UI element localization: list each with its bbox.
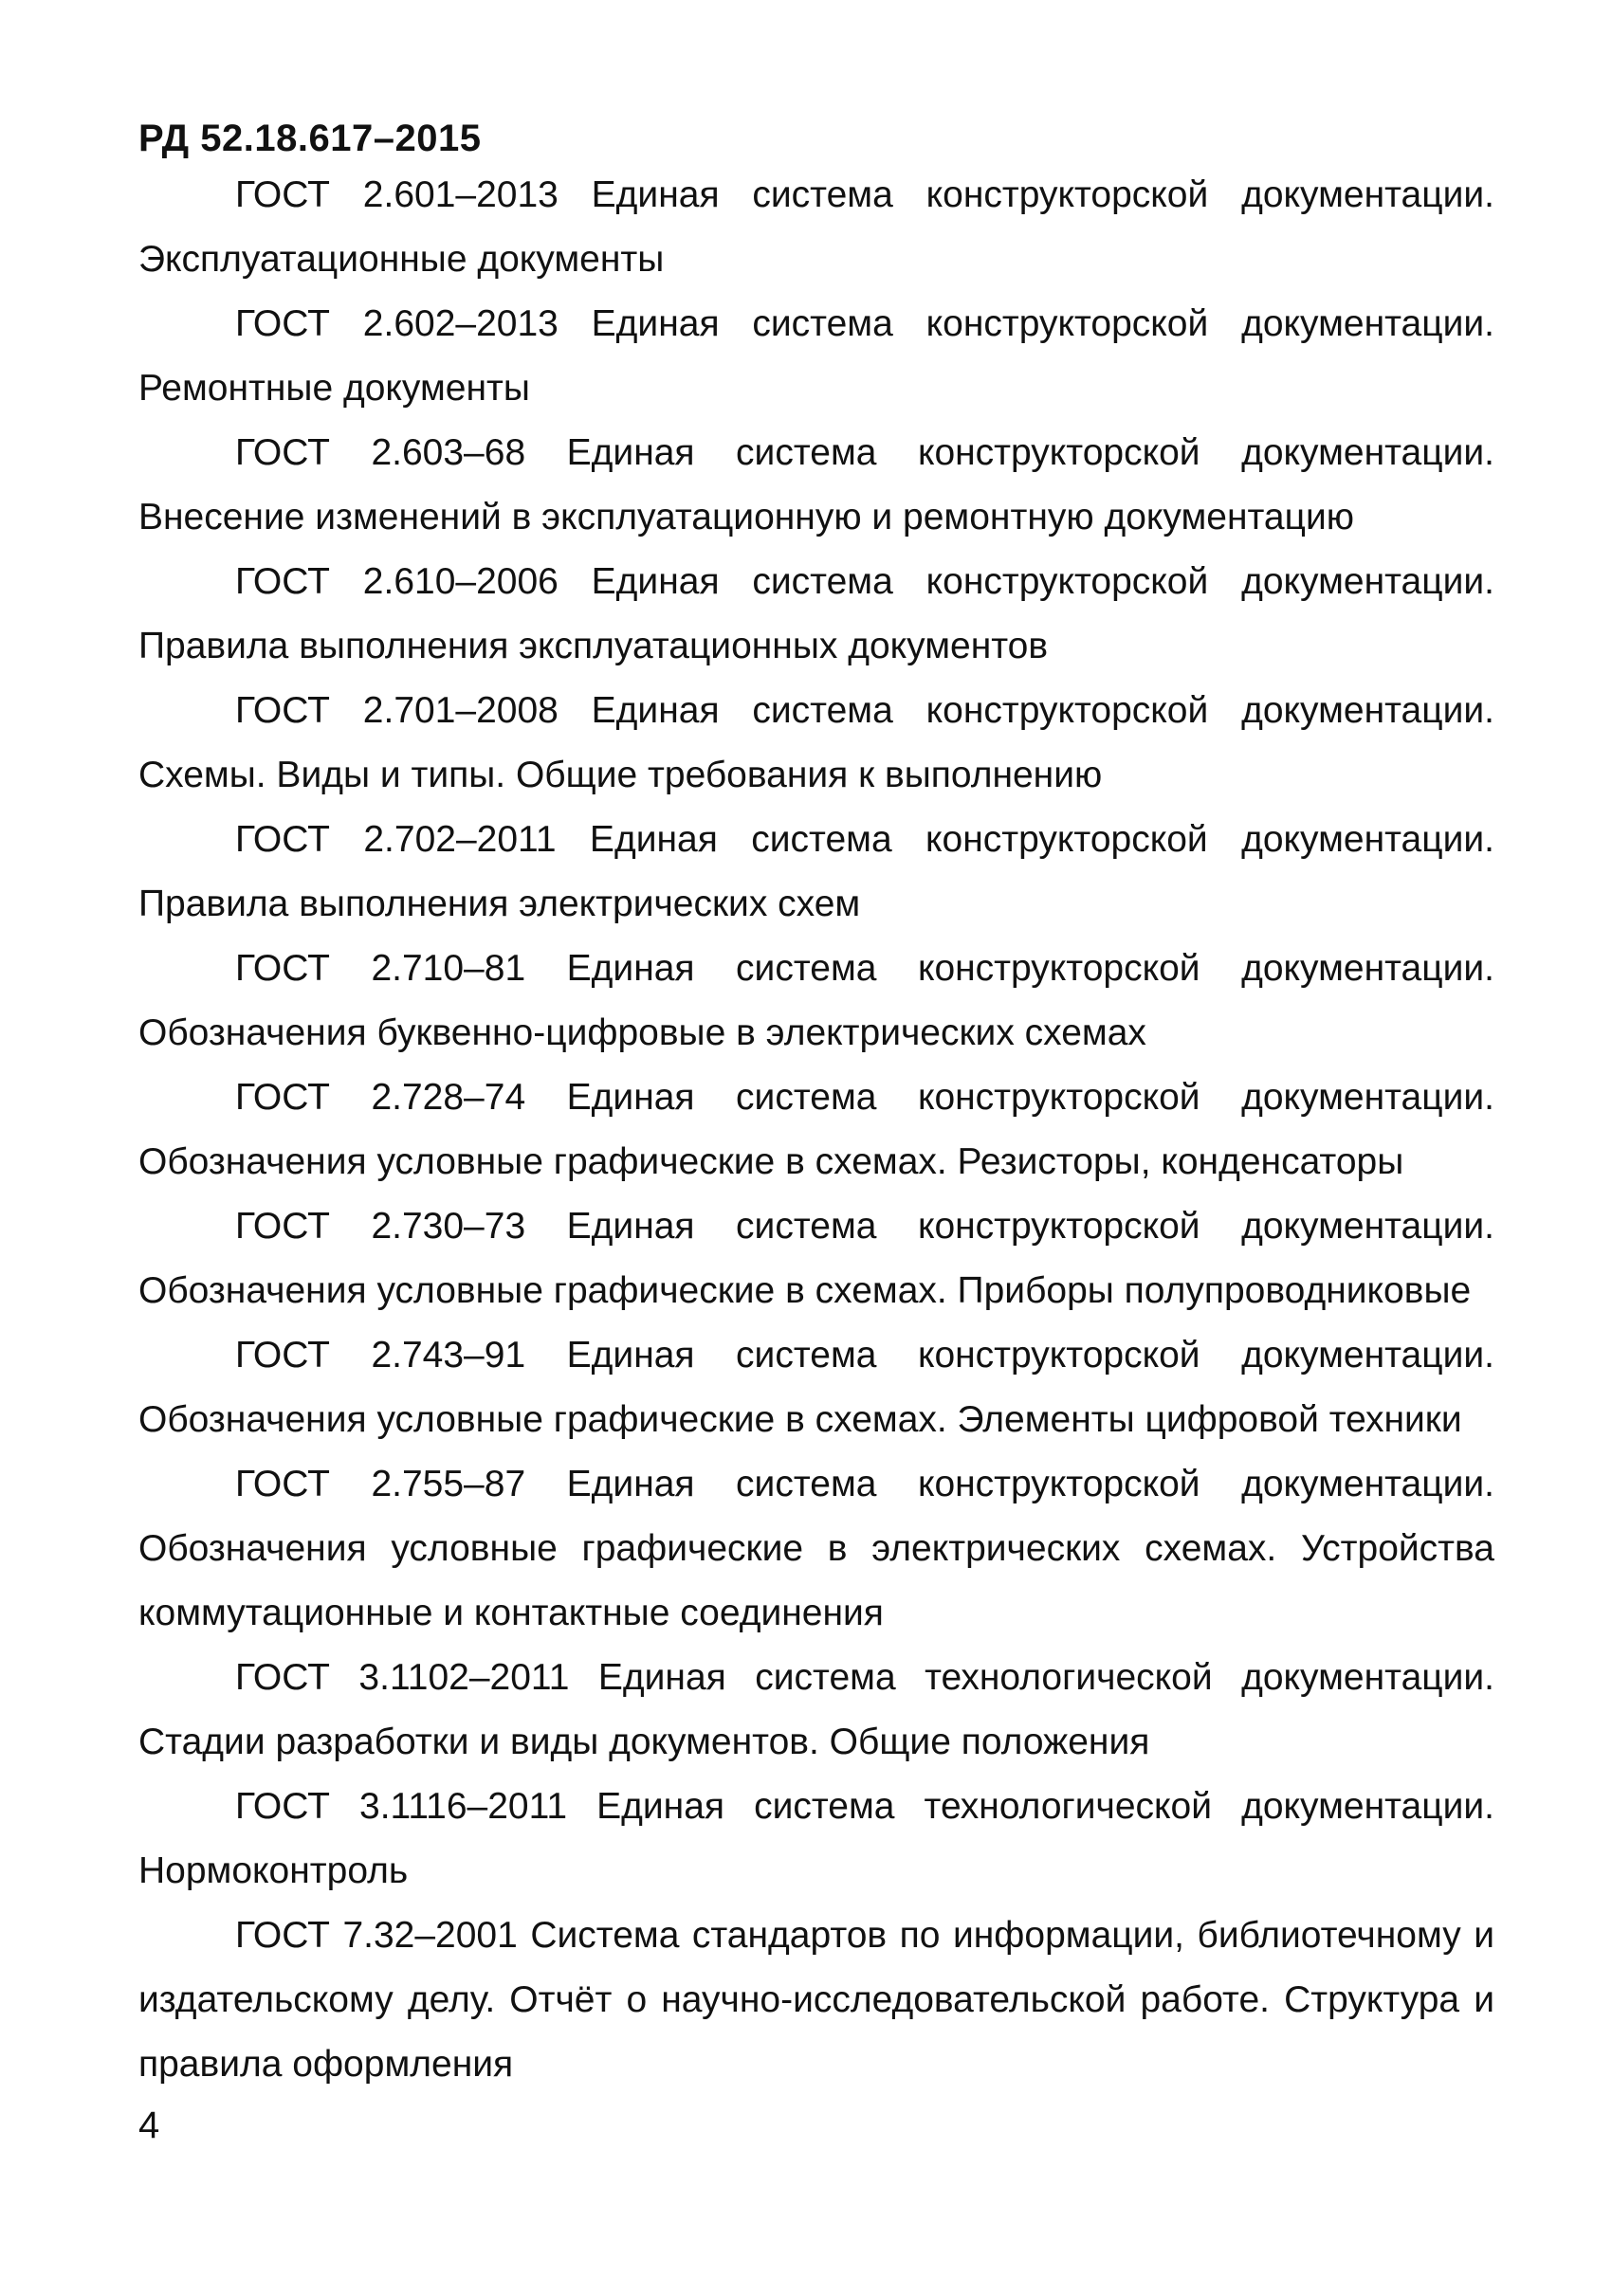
document-code-header: РД 52.18.617–2015 bbox=[138, 118, 482, 159]
standard-entry-gost-3-1102: ГОСТ 3.1102–2011 Единая система технологической документации. Стадии разработки и виды документов. Общие положения bbox=[138, 1657, 1494, 1762]
standard-entry-gost-2-701: ГОСТ 2.701–2008 Единая система конструкторской документации. Схемы. Виды и типы. Общие требования к выполнению bbox=[138, 690, 1494, 795]
standard-entry-gost-2-730: ГОСТ 2.730–73 Единая система конструкторской документации. Обозначения условные графические в схемах. Приборы полупроводниковые bbox=[138, 1206, 1494, 1311]
standard-entry-gost-2-602: ГОСТ 2.602–2013 Единая система конструкторской документации. Ремонтные документы bbox=[138, 303, 1494, 409]
standard-entry-gost-2-601: ГОСТ 2.601–2013 Единая система конструкторской документации. Эксплуатационные документы bbox=[138, 174, 1494, 280]
standard-entry-gost-2-755: ГОСТ 2.755–87 Единая система конструкторской документации. Обозначения условные графические в электрических схемах. Устройства коммутационные и контактные соединения bbox=[138, 1464, 1494, 1633]
standard-entry-gost-2-702: ГОСТ 2.702–2011 Единая система конструкторской документации. Правила выполнения электрических схем bbox=[138, 819, 1494, 924]
standard-entry-gost-2-610: ГОСТ 2.610–2006 Единая система конструкторской документации. Правила выполнения эксплуатационных документов bbox=[138, 561, 1494, 666]
standard-entry-gost-2-743: ГОСТ 2.743–91 Единая система конструкторской документации. Обозначения условные графические в схемах. Элементы цифровой техники bbox=[138, 1335, 1494, 1440]
standard-entry-gost-2-728: ГОСТ 2.728–74 Единая система конструкторской документации. Обозначения условные графические в схемах. Резисторы, конденсаторы bbox=[138, 1077, 1494, 1182]
standard-entry-gost-2-710: ГОСТ 2.710–81 Единая система конструкторской документации. Обозначения буквенно-цифровые в электрических схемах bbox=[138, 948, 1494, 1053]
standard-entry-gost-2-603: ГОСТ 2.603–68 Единая система конструкторской документации. Внесение изменений в эксплуатационную и ремонтную документацию bbox=[138, 432, 1494, 538]
page-number: 4 bbox=[138, 2105, 160, 2146]
standard-entry-gost-3-1116: ГОСТ 3.1116–2011 Единая система технологической документации. Нормоконтроль bbox=[138, 1786, 1494, 1891]
standards-reference-list bbox=[138, 163, 1494, 2097]
standard-entry-gost-7-32: ГОСТ 7.32–2001 Система стандартов по информации, библиотечному и издательскому делу. Отчёт о научно-исследовательской работе. Структура и правила оформления bbox=[138, 1915, 1494, 2085]
